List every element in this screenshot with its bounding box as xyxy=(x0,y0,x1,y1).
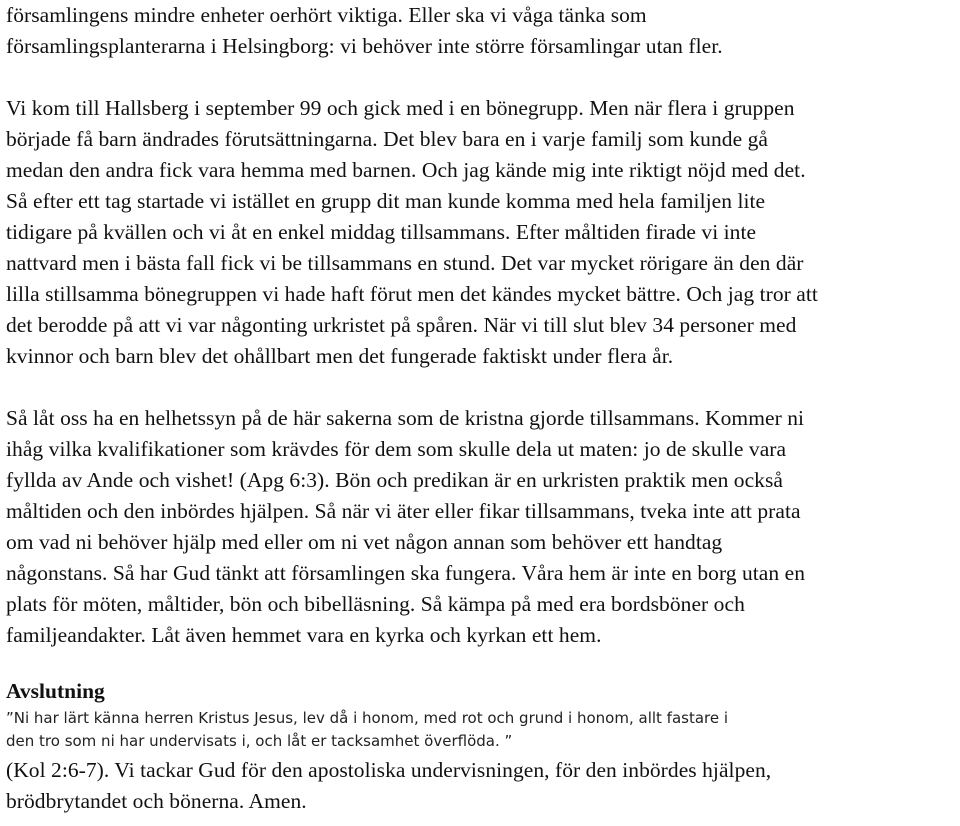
text-line: någonstans. Så har Gud tänkt att församlingen ska fungera. Våra hem är inte en borg utan en xyxy=(6,561,806,585)
text-line: Så låt oss ha en helhetssyn på de här sakerna som de kristna gjorde tillsammans. Kommer ni xyxy=(6,406,805,430)
quote-line: ”Ni har lärt känna herren Kristus Jesus, lev då i honom, med rot och grund i honom, allt fastare i xyxy=(6,709,729,727)
quote-line: den tro som ni har undervisats i, och låt er tacksamhet överflöda. ” xyxy=(6,732,513,750)
text-line: medan den andra fick vara hemma med barnen. Och jag kände mig inte riktigt nöjd med det. xyxy=(6,158,806,182)
paragraph-gap xyxy=(6,62,954,93)
paragraph-intro xyxy=(6,0,954,62)
text-line: (Kol 2:6-7). Vi tackar Gud för den apostoliska undervisningen, för den inbördes hjälpen, xyxy=(6,758,772,782)
text-line: lilla stillsamma bönegruppen vi hade haft förut men det kändes mycket bättre. Och jag tror att xyxy=(6,282,818,306)
text-line: familjeandakter. Låt även hemmet vara en kyrka och kyrkan ett hem. xyxy=(6,623,602,647)
text-line: om vad ni behöver hjälp med eller om ni vet någon annan som behöver ett handtag xyxy=(6,530,723,554)
text-line: församlingens mindre enheter oerhört viktiga. Eller ska vi våga tänka som xyxy=(6,3,647,27)
text-line: ihåg vilka kvalifikationer som krävdes för dem som skulle dela ut maten: jo de skulle vara xyxy=(6,437,787,461)
bible-quote xyxy=(6,707,954,753)
text-line: nattvard men i bästa fall fick vi be tillsammans en stund. Det var mycket rörigare än den där xyxy=(6,251,804,275)
text-line: Vi kom till Hallsberg i september 99 och gick med i en bönegrupp. Men när flera i gruppen xyxy=(6,96,795,120)
paragraph-gap xyxy=(6,651,954,671)
text-line: Så efter ett tag startade vi istället en grupp dit man kunde komma med hela familjen lite xyxy=(6,189,766,213)
text-line: det berodde på att vi var någonting urkristet på spåren. När vi till slut blev 34 personer med xyxy=(6,313,797,337)
text-line: plats för möten, måltider, bön och bibelläsning. Så kämpa på med era bordsböner och xyxy=(6,592,745,616)
text-line: församlingsplanterarna i Helsingborg: vi behöver inte större församlingar utan fler. xyxy=(6,34,723,58)
paragraph-hallsberg xyxy=(6,93,954,372)
paragraph-closing xyxy=(6,755,954,817)
text-line: måltiden och den inbördes hjälpen. Så när vi äter eller fikar tillsammans, tveka inte att prata xyxy=(6,499,801,523)
section-heading: Avslutning xyxy=(6,679,105,703)
paragraph-helhetssyn xyxy=(6,403,954,651)
text-line: tidigare på kvällen och vi åt en enkel middag tillsammans. Efter måltiden firade vi inte xyxy=(6,220,757,244)
text-line: kvinnor och barn blev det ohållbart men det fungerade faktiskt under flera år. xyxy=(6,344,674,368)
paragraph-gap xyxy=(6,372,954,403)
text-line: fyllda av Ande och vishet! (Apg 6:3). Bön och predikan är en urkristen praktik men också xyxy=(6,468,783,492)
document-page xyxy=(6,0,954,817)
text-line: började få barn ändrades förutsättningarna. Det blev bara en i varje familj som kunde gå xyxy=(6,127,768,151)
text-line: brödbrytandet och bönerna. Amen. xyxy=(6,789,307,813)
